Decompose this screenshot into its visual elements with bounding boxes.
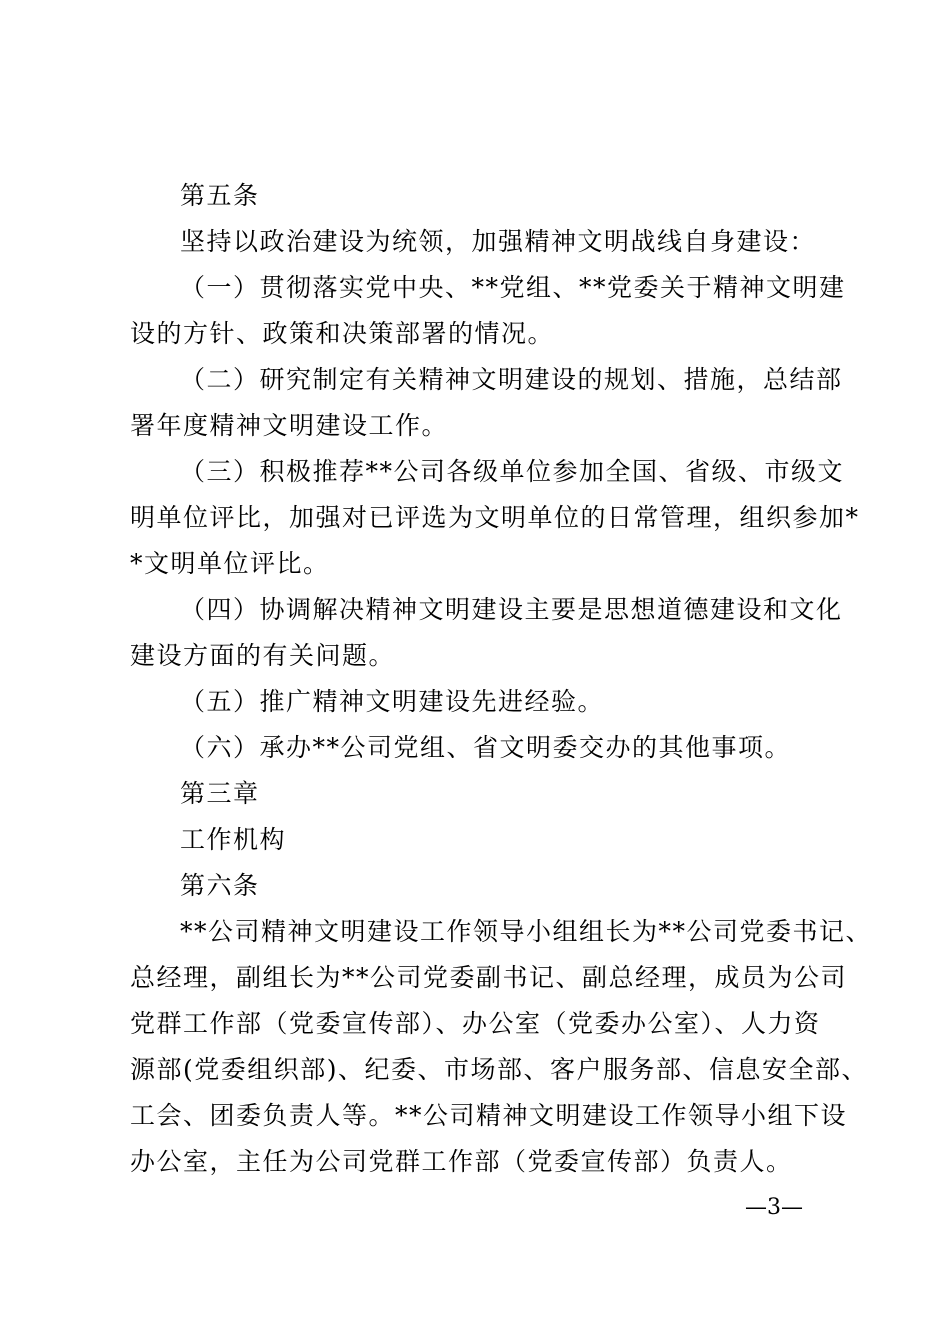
chapter-heading: 第三章 bbox=[180, 779, 260, 808]
list-item-line: 建设方面的有关问题。 bbox=[130, 641, 396, 670]
list-item-line: （三）积极推荐**公司各级单位参加全国、省级、市级文 bbox=[180, 457, 845, 486]
paragraph-line: **公司精神文明建设工作领导小组组长为**公司党委书记、 bbox=[180, 917, 873, 946]
list-item-line: 设的方针、政策和决策部署的情况。 bbox=[130, 319, 555, 348]
list-item-line: （二）研究制定有关精神文明建设的规划、措施，总结部 bbox=[180, 365, 843, 394]
paragraph-line: 总经理，副组长为**公司党委副书记、副总经理，成员为公司 bbox=[130, 963, 848, 992]
article-heading: 第六条 bbox=[180, 871, 260, 900]
list-item-line: （四）协调解决精神文明建设主要是思想道德建设和文化 bbox=[180, 595, 843, 624]
list-item-line: （一）贯彻落实党中央、**党组、**党委关于精神文明建 bbox=[180, 273, 846, 302]
paragraph-line: 工会、团委负责人等。**公司精神文明建设工作领导小组下设 bbox=[130, 1101, 848, 1130]
chapter-title: 工作机构 bbox=[180, 825, 287, 854]
list-item-line: 署年度精神文明建设工作。 bbox=[130, 411, 449, 440]
list-item-line: （六）承办**公司党组、省文明委交办的其他事项。 bbox=[180, 733, 792, 762]
paragraph-line: 源部(党委组织部)、纪委、市场部、客户服务部、信息安全部、 bbox=[130, 1055, 869, 1084]
list-item-line: *文明单位评比。 bbox=[130, 549, 330, 578]
paragraph-line: 坚持以政治建设为统领，加强精神文明战线自身建设： bbox=[180, 227, 817, 256]
paragraph-line: 办公室，主任为公司党群工作部（党委宣传部）负责人。 bbox=[130, 1147, 793, 1176]
list-item-line: 明单位评比，加强对已评选为文明单位的日常管理，组织参加* bbox=[130, 503, 860, 532]
article-heading: 第五条 bbox=[180, 181, 260, 210]
page-number: —3— bbox=[745, 1195, 803, 1220]
list-item-line: （五）推广精神文明建设先进经验。 bbox=[180, 687, 605, 716]
paragraph-line: 党群工作部（党委宣传部）、办公室（党委办公室）、人力资 bbox=[130, 1009, 821, 1038]
